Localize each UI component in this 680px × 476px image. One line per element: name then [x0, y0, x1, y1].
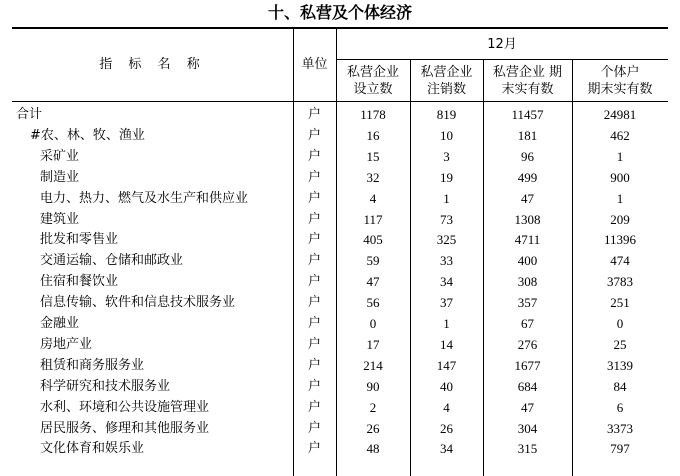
col-header-founded	[336, 64, 410, 98]
row-value: 251	[610, 295, 630, 311]
row-unit: 户	[307, 253, 321, 269]
row-label: 电力、热力、燃气及水生产和供应业	[40, 190, 249, 206]
row-value: 47	[521, 399, 534, 415]
row-value: 0	[616, 316, 624, 331]
row-unit: 户	[307, 211, 321, 227]
row-value: 67	[521, 316, 534, 331]
row-unit: 户	[307, 232, 321, 248]
row-value: 33	[440, 253, 453, 269]
row-value: 147	[436, 357, 457, 373]
row-value: 16	[366, 127, 380, 143]
row-value: 117	[363, 211, 383, 227]
row-value: 25	[613, 336, 627, 352]
row-value: 1	[443, 316, 450, 331]
row-label: 金融业	[40, 316, 80, 331]
row-unit: 户	[307, 190, 321, 206]
row-value: 405	[363, 232, 383, 248]
row-value: 819	[436, 107, 457, 122]
row-label: 水利、环境和公共设施管理业	[40, 399, 210, 415]
period-header: 12月	[487, 37, 517, 52]
row-value: 11396	[603, 232, 637, 248]
row-value: 26	[366, 420, 380, 436]
row-value: 1308	[514, 211, 541, 227]
col-header-line: 注销数	[426, 82, 466, 97]
row-unit: 户	[307, 295, 321, 311]
row-value: 325	[436, 232, 457, 248]
col-header-existing	[483, 64, 572, 98]
row-value: 37	[440, 295, 453, 311]
row-value: 4	[443, 399, 450, 415]
row-unit: 户	[307, 399, 321, 415]
row-label: #农、林、牧、渔业	[30, 127, 145, 143]
row-value: 11457	[511, 107, 544, 122]
row-unit: 户	[307, 357, 321, 373]
row-value: 400	[517, 253, 538, 269]
row-label: 房地产业	[40, 336, 93, 352]
row-value: 32	[366, 169, 380, 185]
row-value: 315	[517, 441, 538, 457]
row-value: 499	[517, 169, 538, 185]
row-label: 交通运输、仓储和邮政业	[40, 253, 184, 269]
col-header-line: 末实有数	[501, 82, 554, 97]
row-unit: 户	[307, 378, 321, 394]
row-value: 214	[363, 357, 383, 373]
row-value: 34	[440, 441, 453, 457]
indicator-header: 指 标 名 称	[99, 57, 206, 72]
row-label: 住宿和餐饮业	[40, 274, 119, 290]
row-value: 47	[521, 190, 534, 206]
row-value: 900	[610, 169, 630, 185]
row-value: 3373	[607, 420, 633, 436]
row-unit: 户	[307, 274, 321, 290]
row-unit: 户	[307, 169, 321, 185]
row-value: 797	[610, 441, 630, 457]
row-unit: 户	[307, 316, 321, 331]
row-label: 批发和零售业	[40, 232, 119, 248]
row-value: 1	[616, 190, 624, 206]
col-header-line: 个体户	[600, 65, 640, 80]
col-header-line: 私营企业	[420, 65, 473, 80]
row-unit: 户	[307, 420, 321, 436]
row-value: 24981	[603, 107, 637, 122]
row-value: 19	[440, 169, 453, 185]
row-value: 73	[440, 211, 453, 227]
row-value: 47	[366, 274, 380, 290]
row-value: 59	[366, 253, 380, 269]
row-label: 科学研究和技术服务业	[40, 378, 171, 394]
row-value: 181	[517, 127, 538, 143]
row-label: 制造业	[40, 169, 80, 185]
row-value: 84	[613, 378, 627, 394]
row-value: 56	[366, 295, 380, 311]
row-value: 17	[366, 336, 380, 352]
row-value: 357	[517, 295, 538, 311]
row-value: 40	[440, 378, 453, 394]
row-value: 14	[440, 336, 453, 352]
row-unit: 户	[307, 441, 321, 457]
row-value: 48	[366, 441, 380, 457]
row-value: 474	[610, 253, 630, 269]
row-label: 文化体育和娱乐业	[40, 441, 145, 457]
header-bottom-rule	[12, 101, 668, 102]
row-value: 3	[443, 148, 450, 164]
row-value: 34	[440, 274, 453, 290]
col-header-cancelled	[410, 64, 483, 98]
row-label: 租赁和商务服务业	[40, 357, 145, 373]
row-value: 684	[517, 378, 538, 394]
row-label: 采矿业	[40, 148, 80, 164]
unit-header: 单位	[301, 57, 328, 72]
row-value: 308	[517, 274, 538, 290]
row-value: 3139	[607, 357, 633, 373]
period-rule	[336, 59, 668, 60]
row-label: 信息传输、软件和信息技术服务业	[40, 295, 236, 311]
row-unit: 户	[307, 107, 321, 122]
page-title: 十、私营及个体经济	[267, 3, 412, 22]
col-header-line: 设立数	[353, 82, 393, 97]
row-unit: 户	[307, 336, 321, 352]
row-value: 276	[517, 336, 538, 352]
row-value: 462	[610, 127, 630, 143]
top-rule	[12, 27, 668, 29]
row-value: 90	[366, 378, 380, 394]
row-value: 10	[440, 127, 453, 143]
row-value: 15	[366, 148, 380, 164]
row-value: 304	[517, 420, 538, 436]
row-unit: 户	[307, 127, 321, 143]
row-value: 4711	[514, 232, 541, 248]
col-header-line: 私营企业 期	[492, 65, 563, 80]
row-value: 26	[440, 420, 453, 436]
row-value: 4	[369, 190, 377, 206]
row-label: 居民服务、修理和其他服务业	[40, 420, 210, 436]
row-value: 6	[616, 399, 624, 415]
row-value: 96	[521, 148, 534, 164]
row-label: 建筑业	[40, 211, 80, 227]
row-value: 2	[369, 399, 377, 415]
row-value: 0	[369, 316, 377, 331]
row-value: 1	[616, 148, 624, 164]
row-value: 3783	[607, 274, 633, 290]
row-value: 1	[443, 190, 450, 206]
row-value: 209	[610, 211, 630, 227]
col-header-individual	[572, 64, 668, 98]
row-label: 合计	[16, 107, 43, 122]
row-unit: 户	[307, 148, 321, 164]
row-value: 1178	[360, 107, 386, 122]
row-value: 1677	[514, 357, 541, 373]
col-header-line: 私营企业	[346, 65, 399, 80]
col-header-line: 期末实有数	[587, 82, 653, 97]
